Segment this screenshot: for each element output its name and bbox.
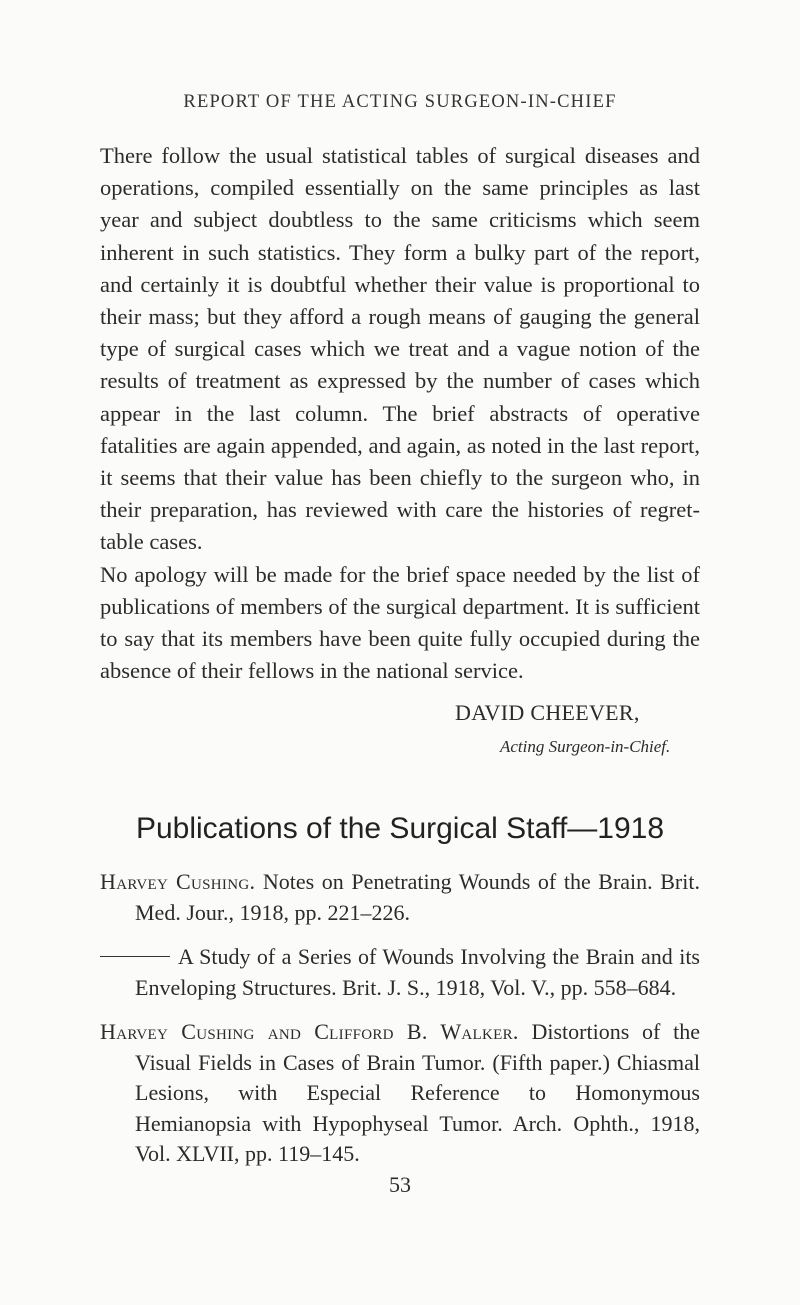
page-number: 53 [389, 1172, 411, 1197]
paragraph-publications: No apology will be made for the brief space needed by the list of publications of members of the surgical department. It is sufficient to say that its members have been quite fully occupied during the absence of their fellows in the national service. [100, 561, 700, 684]
reference-authors: Harvey Cushing. [100, 869, 256, 894]
reference-text: Distortions of the Visual Fields in Cases of Brain Tumor. (Fifth paper.) Chiasmal Lesions, with Especial Reference to Homonymous Hemianopsia with Hypophyseal Tumor. Arch. Ophth., 1918, Vol. XLVII, pp. 119–145. [135, 1019, 701, 1166]
ditto-dash [100, 956, 170, 957]
reference-item [100, 867, 700, 928]
paragraph-statistics: There follow the usual statistical tables of surgical diseases and operations, compiled essentially on the same principles as last year and subject doubtless to the same criticisms which seem inherent in such statistics. They form a bulky part of the report, and certainly it is doubtful whether their value is proportional to their mass; but they afford a rough means of gauging the general type of surgical cases which we treat and a vague notion of the results of treatment as expressed by the number of cases which appear in the last column. The brief abstracts of operative fatalities are again appended, and again, as noted in the last report, it seems that their value has been chiefly to the surgeon who, in their preparation, has reviewed with care the histories of regrettable cases. [100, 143, 700, 555]
reference-item [100, 942, 700, 1003]
signature-name: DAVID CHEEVER, [455, 700, 640, 725]
reference-text: Notes on Penetrating Wounds of the Brain. Brit. Med. Jour., 1918, pp. 221–226. [135, 869, 700, 925]
references-list [100, 867, 700, 1170]
running-head: REPORT OF THE ACTING SURGEON-IN-CHIEF [183, 92, 617, 112]
signature-title: Acting Surgeon-in-Chief. [500, 737, 671, 756]
reference-text: A Study of a Series of Wounds Involving the Brain and its Enveloping Structures. Brit. J. S., 1918, Vol. V., pp. 558–684. [135, 944, 700, 1000]
section-title: Publications of the Surgical Staff—1918 [135, 812, 665, 845]
reference-authors: Harvey Cushing and Clifford B. Walker. [100, 1019, 519, 1044]
reference-item [100, 1017, 700, 1170]
report-body [100, 140, 700, 687]
